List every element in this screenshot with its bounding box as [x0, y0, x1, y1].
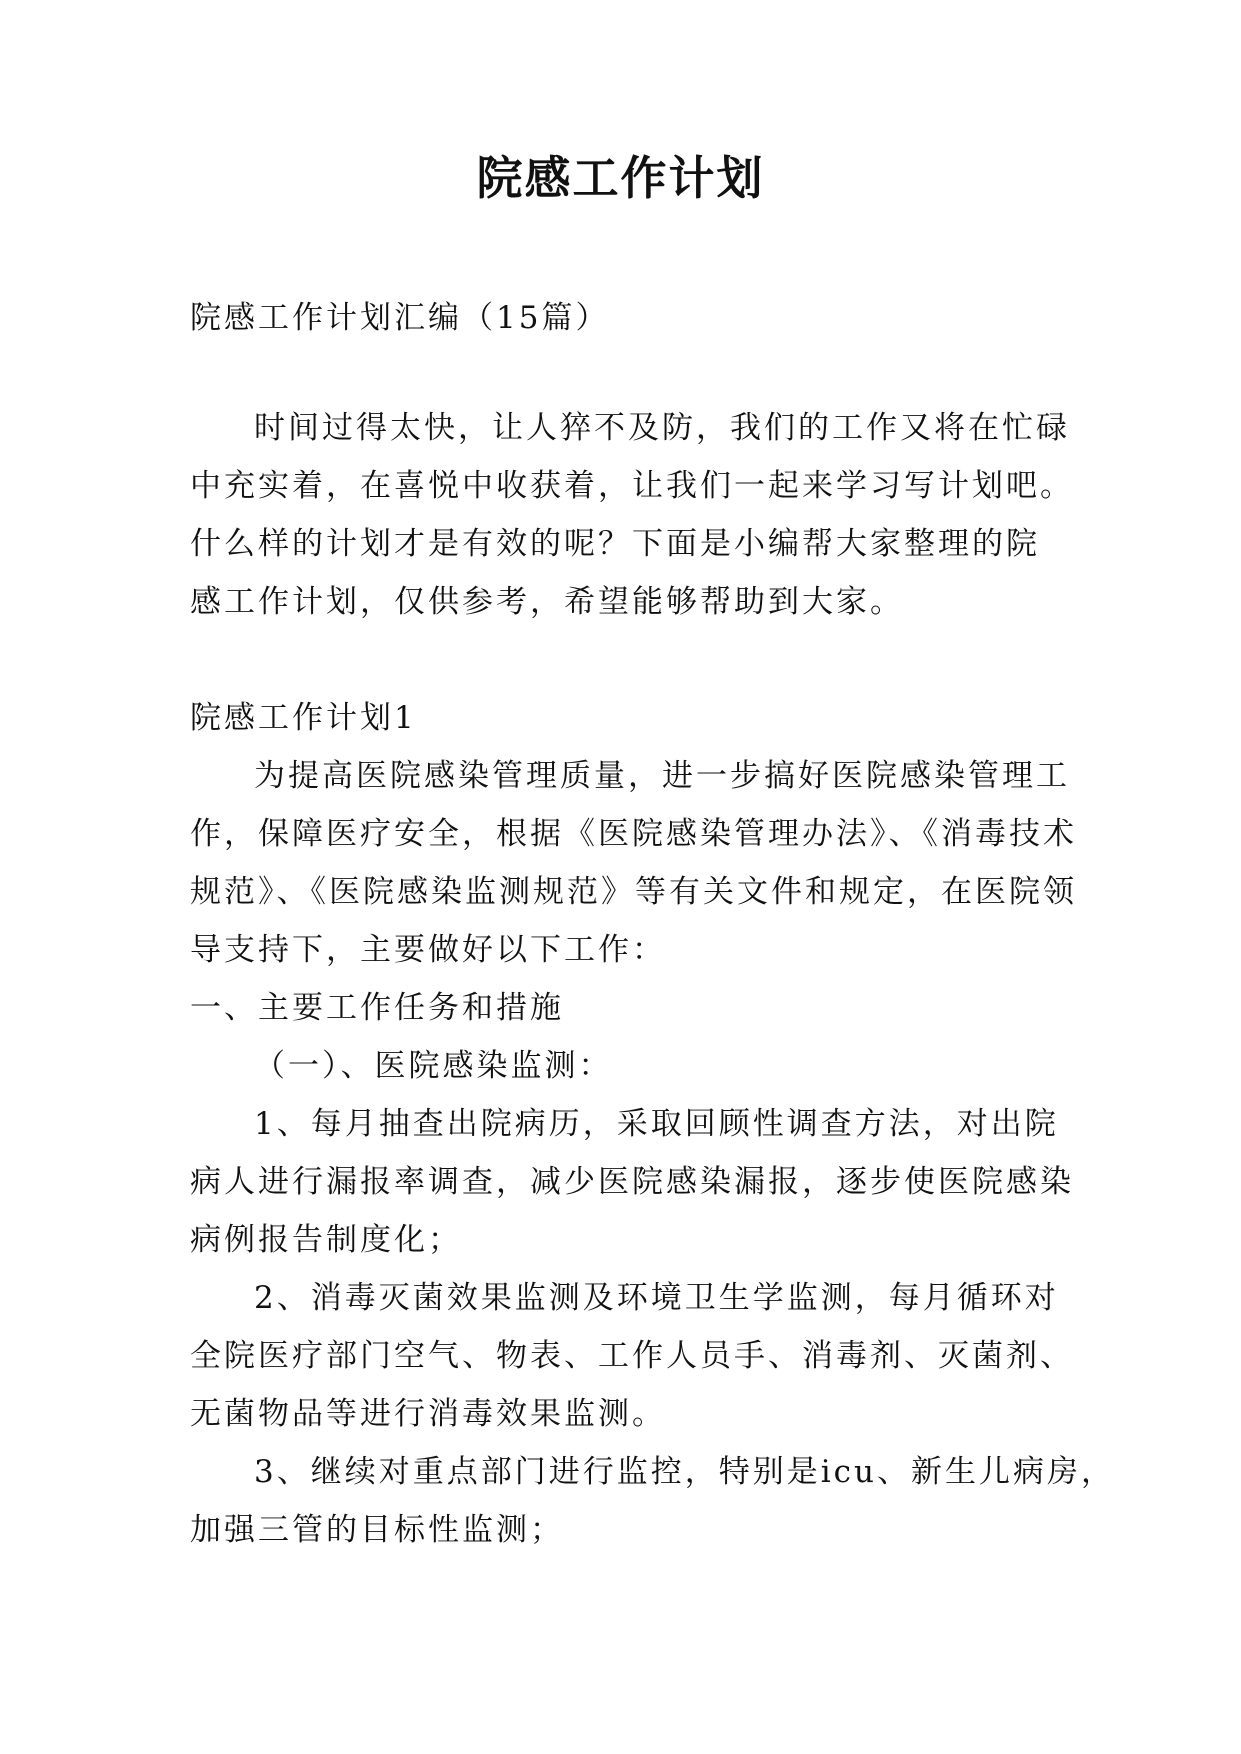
section-intro-line: 导支持下，主要做好以下工作： — [190, 932, 666, 968]
intro-line: 感工作计划，仅供参考，希望能够帮助到大家。 — [190, 584, 904, 620]
intro-line: 中充实着，在喜悦中收获着，让我们一起来学习写计划吧。 — [190, 468, 1074, 504]
section-intro-line: 规范》、《医院感染监测规范》等有关文件和规定，在医院领 — [190, 874, 1077, 910]
section-intro-line: 作，保障医疗安全，根据《医院感染管理办法》、《消毒技术 — [190, 816, 1077, 852]
item1-line: 1、每月抽查出院病历，采取回顾性调查方法，对出院 — [254, 1106, 1059, 1142]
sub-heading: （一）、医院感染监测： — [254, 1048, 613, 1084]
item2-line: 无菌物品等进行消毒效果监测。 — [190, 1396, 666, 1432]
item3-line: 3、继续对重点部门进行监控，特别是icu、新生儿病房， — [254, 1454, 1115, 1490]
document-subtitle: 院感工作计划汇编（15篇） — [190, 300, 610, 336]
item3-line: 加强三管的目标性监测； — [190, 1512, 564, 1548]
part-heading: 一、主要工作任务和措施 — [190, 990, 564, 1026]
intro-line: 什么样的计划才是有效的呢？下面是小编帮大家整理的院 — [190, 526, 1040, 562]
document-title: 院感工作计划 — [476, 151, 765, 205]
item1-line: 病人进行漏报率调查，减少医院感染漏报，逐步使医院感染 — [190, 1164, 1074, 1200]
section-heading: 院感工作计划1 — [190, 700, 417, 736]
item2-line: 全院医疗部门空气、物表、工作人员手、消毒剂、灭菌剂、 — [190, 1338, 1074, 1374]
item1-line: 病例报告制度化； — [190, 1222, 462, 1258]
item2-line: 2、消毒灭菌效果监测及环境卫生学监测，每月循环对 — [254, 1280, 1059, 1316]
section-intro-line: 为提高医院感染管理质量，进一步搞好医院感染管理工 — [254, 758, 1070, 794]
intro-line: 时间过得太快，让人猝不及防，我们的工作又将在忙碌 — [254, 410, 1070, 446]
